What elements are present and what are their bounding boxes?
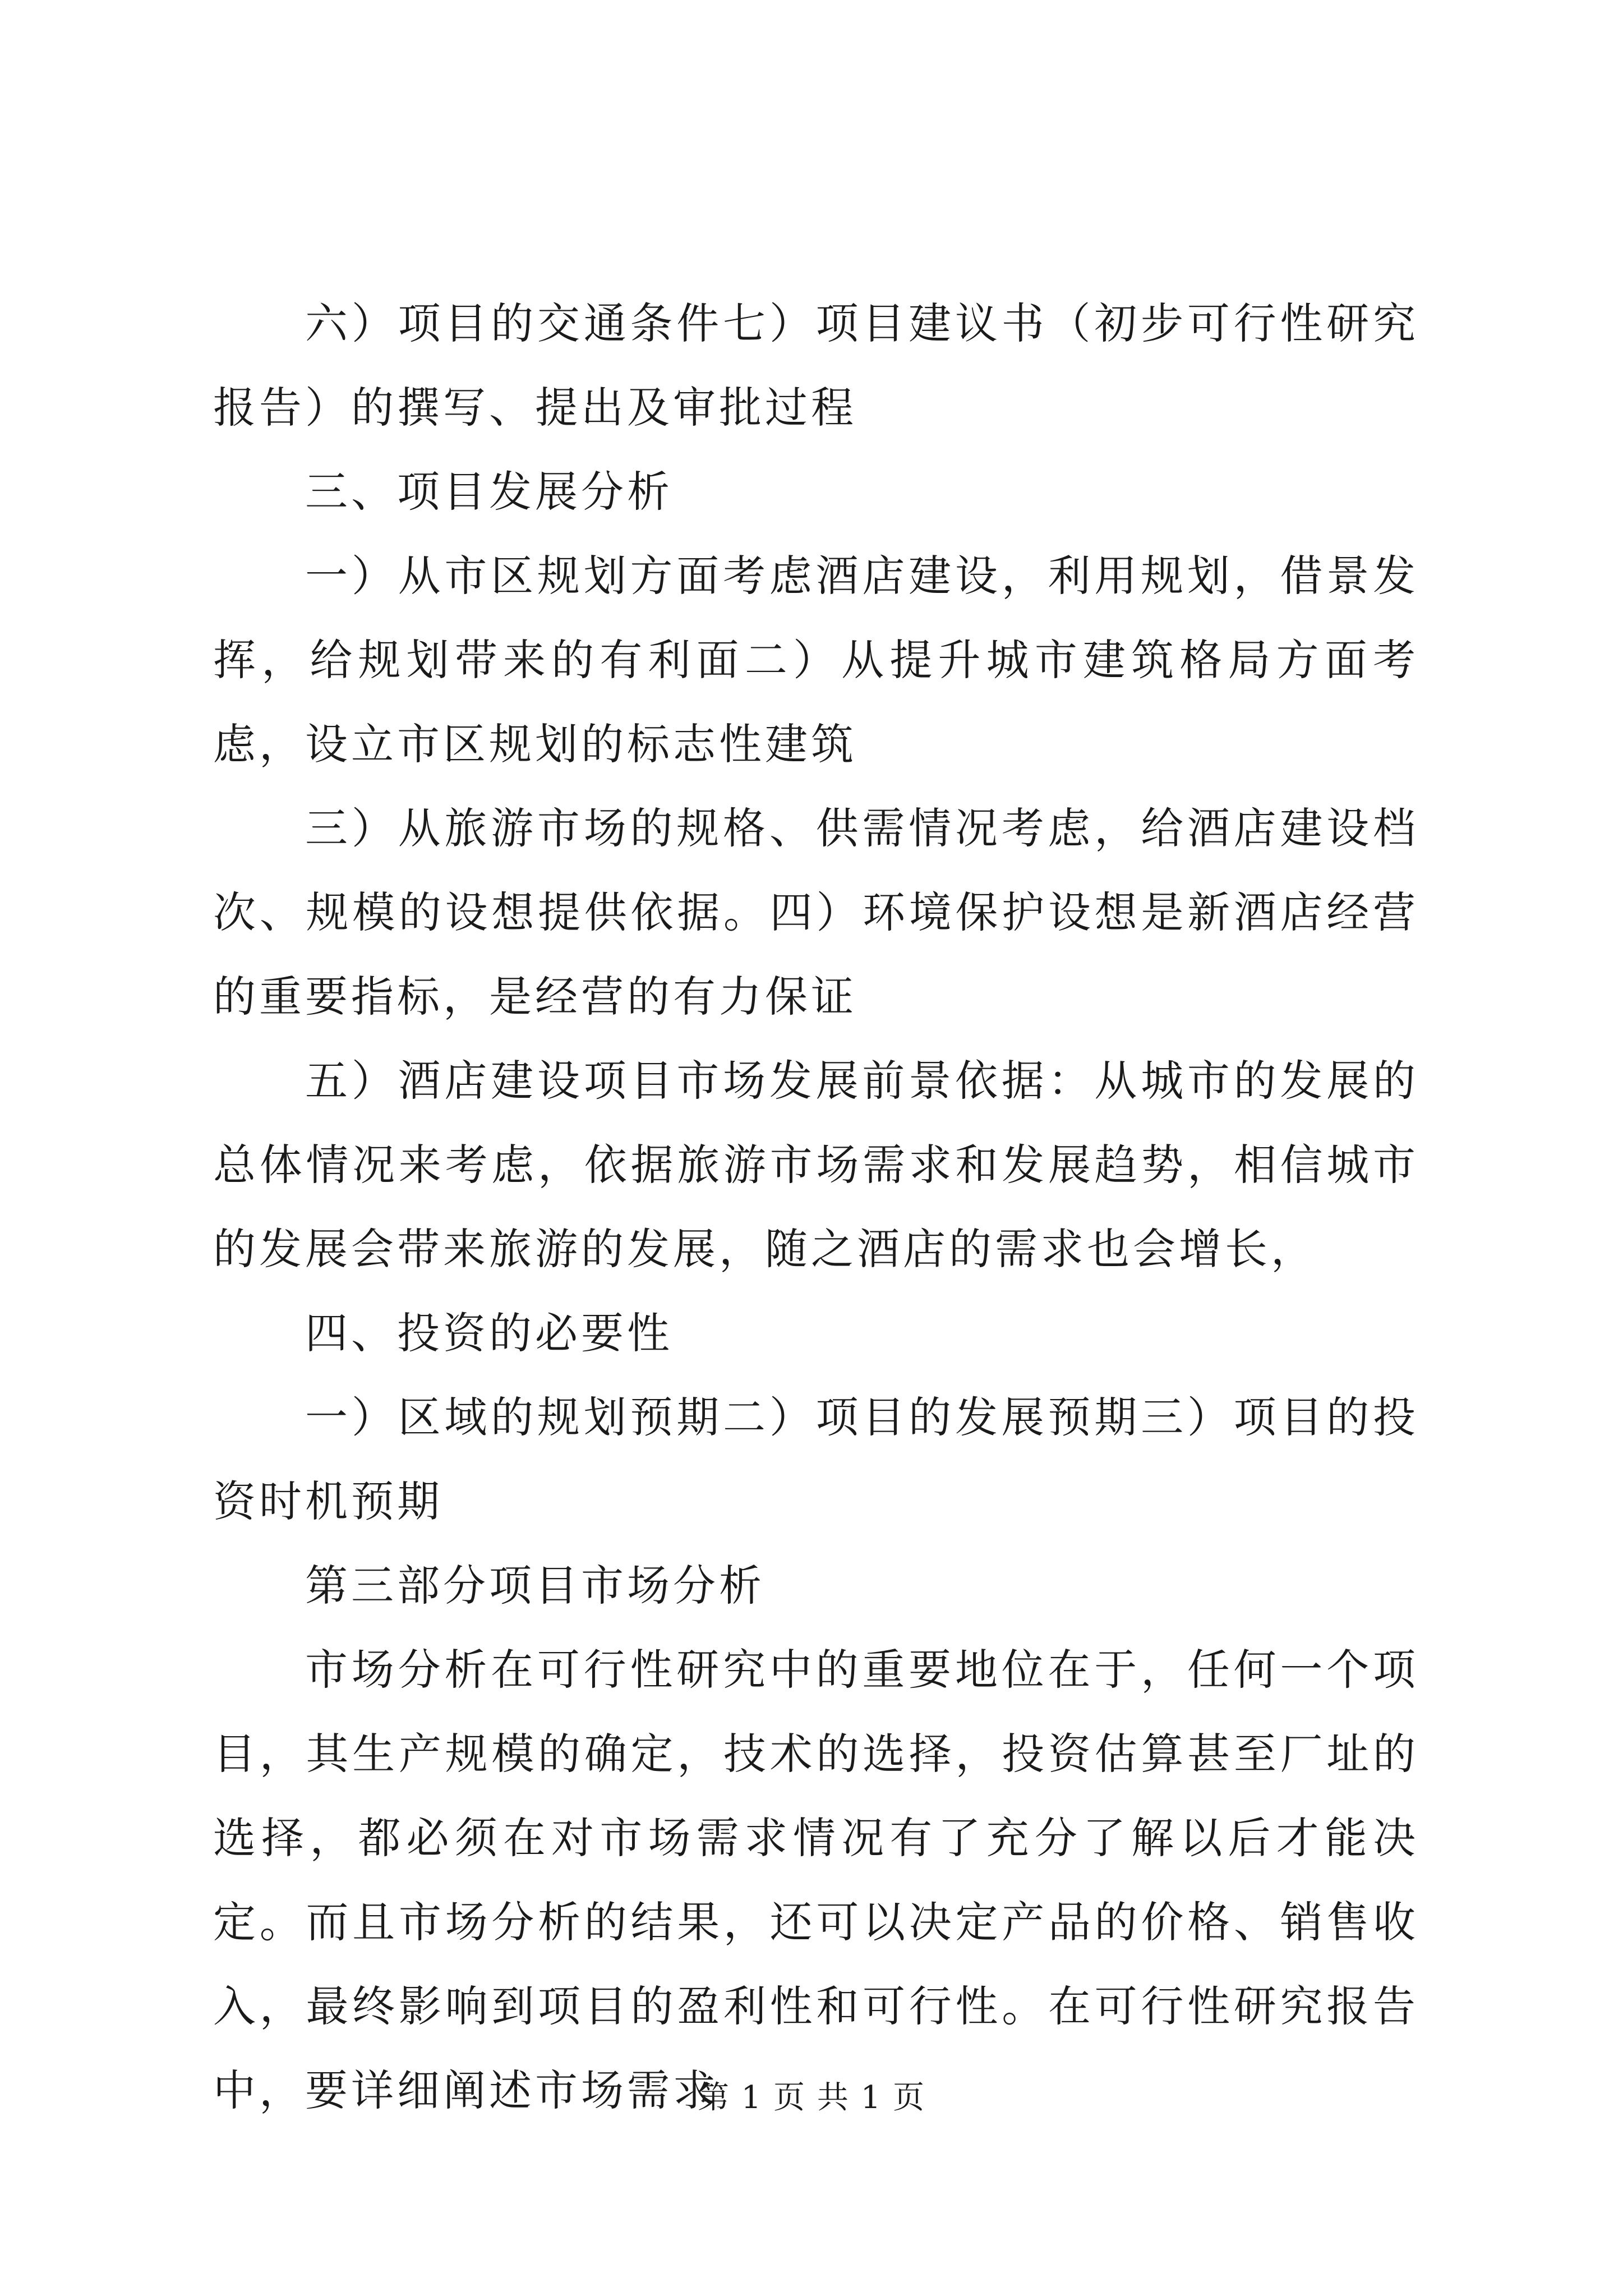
section-heading-development-analysis: 三、项目发展分析 [305, 467, 673, 517]
part-heading-market-analysis: 第三部分项目市场分析 [305, 1561, 765, 1611]
document-body [213, 282, 1419, 2133]
paragraph-market-prospects: 五）酒店建设项目市场发展前景依据：从城市的发展的总体情况来考虑，依据旅游市场需求和发展趋势，相信城市的发展会带来旅游的发展，随之酒店的需求也会增长， [213, 1056, 1419, 1274]
paragraph-market-analysis-body: 市场分析在可行性研究中的重要地位在于，任何一个项目，其生产规模的确定，技术的选择，投资估算甚至厂址的选择，都必须在对市场需求情况有了充分了解以后才能决定。而且市场分析的结果，还可以决定产品的价格、销售收入，最终影响到项目的盈利性和可行性。在可行性研究报告中，要详细阐述市场需求 [213, 1645, 1419, 2115]
page-number-footer: 第 1 页 共 1 页 [697, 2079, 926, 2116]
paragraph-expectations: 一）区域的规划预期二）项目的发展预期三）项目的投资时机预期 [213, 1392, 1419, 1526]
paragraph-transport-proposal: 六）项目的交通条件七）项目建议书（初步可行性研究报告）的撰写、提出及审批过程 [213, 298, 1419, 432]
paragraph-urban-planning: 一）从市区规划方面考虑酒店建设，利用规划，借景发挥，给规划带来的有利面二）从提升城市建筑格局方面考虑，设立市区规划的标志性建筑 [213, 551, 1419, 769]
paragraph-tourism-market: 三）从旅游市场的规格、供需情况考虑，给酒店建设档次、规模的设想提供依据。四）环境保护设想是新酒店经营的重要指标，是经营的有力保证 [213, 803, 1419, 1022]
section-heading-investment-necessity: 四、投资的必要性 [305, 1308, 673, 1358]
